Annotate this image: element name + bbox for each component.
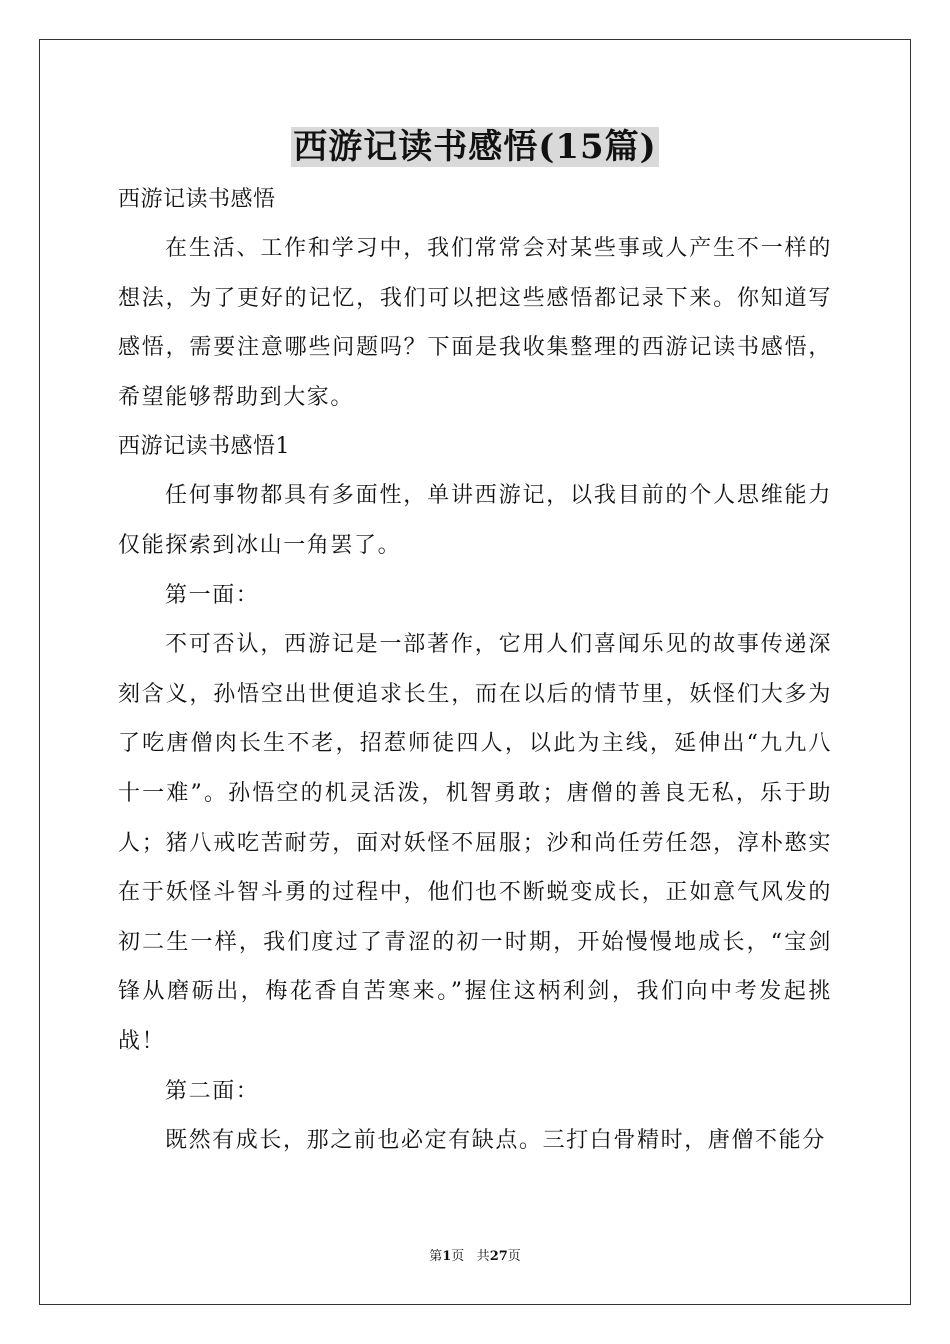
document-title bbox=[0, 122, 950, 172]
paragraph: 在生活、工作和学习中，我们常常会对某些事或人产生不一样的想法，为了更好的记忆，我们可以把这些感悟都记录下来。你知道写感悟，需要注意哪些问题吗？下面是我收集整理的西游记读书感悟，希望能够帮助到大家。 bbox=[118, 236, 832, 410]
page-number-prefix: 第 bbox=[429, 1249, 443, 1264]
page-total-count: 27 bbox=[489, 1249, 508, 1264]
paragraph: 不可否认，西游记是一部著作，它用人们喜闻乐见的故事传递深刻含义，孙悟空出世便追求长生，而在以后的情节里，妖怪们大多为了吃唐僧肉长生不老，招惹师徒四人，以此为主线，延伸出“九九八十一难”。孙悟空的机灵活泼，机智勇敢；唐僧的善良无私，乐于助人；猪八戒吃苦耐劳，面对妖怪不屈服；沙和尚任劳任怨，淳朴憨实在于妖怪斗智斗勇的过程中，他们也不断蜕变成长，正如意气风发的初二生一样，我们度过了青涩的初一时期，开始慢慢地成长，“宝剑锋从磨砺出，梅花香自苦寒来。”握住这柄利剑，我们向中考发起挑战！ bbox=[118, 632, 832, 1054]
page-number-current: 1 bbox=[442, 1249, 452, 1264]
section-heading: 西游记读书感悟 bbox=[118, 187, 276, 212]
page-total-prefix: 共 bbox=[476, 1249, 490, 1264]
page-footer bbox=[0, 1248, 950, 1266]
document-title-text: 西游记读书感悟(15篇) bbox=[293, 127, 657, 167]
paragraph: 任何事物都具有多面性，单讲西游记，以我目前的个人思维能力仅能探索到冰山一角罢了。 bbox=[118, 483, 832, 558]
paragraph: 第二面： bbox=[165, 1078, 260, 1104]
paragraph: 既然有成长，那之前也必定有缺点。三打白骨精时，唐僧不能分 bbox=[165, 1128, 826, 1154]
section-heading: 西游记读书感悟1 bbox=[118, 434, 290, 460]
page-total-unit: 页 bbox=[507, 1249, 521, 1264]
paragraph: 第一面： bbox=[165, 582, 260, 608]
page-number-unit: 页 bbox=[451, 1249, 465, 1264]
document-body bbox=[118, 175, 832, 1166]
